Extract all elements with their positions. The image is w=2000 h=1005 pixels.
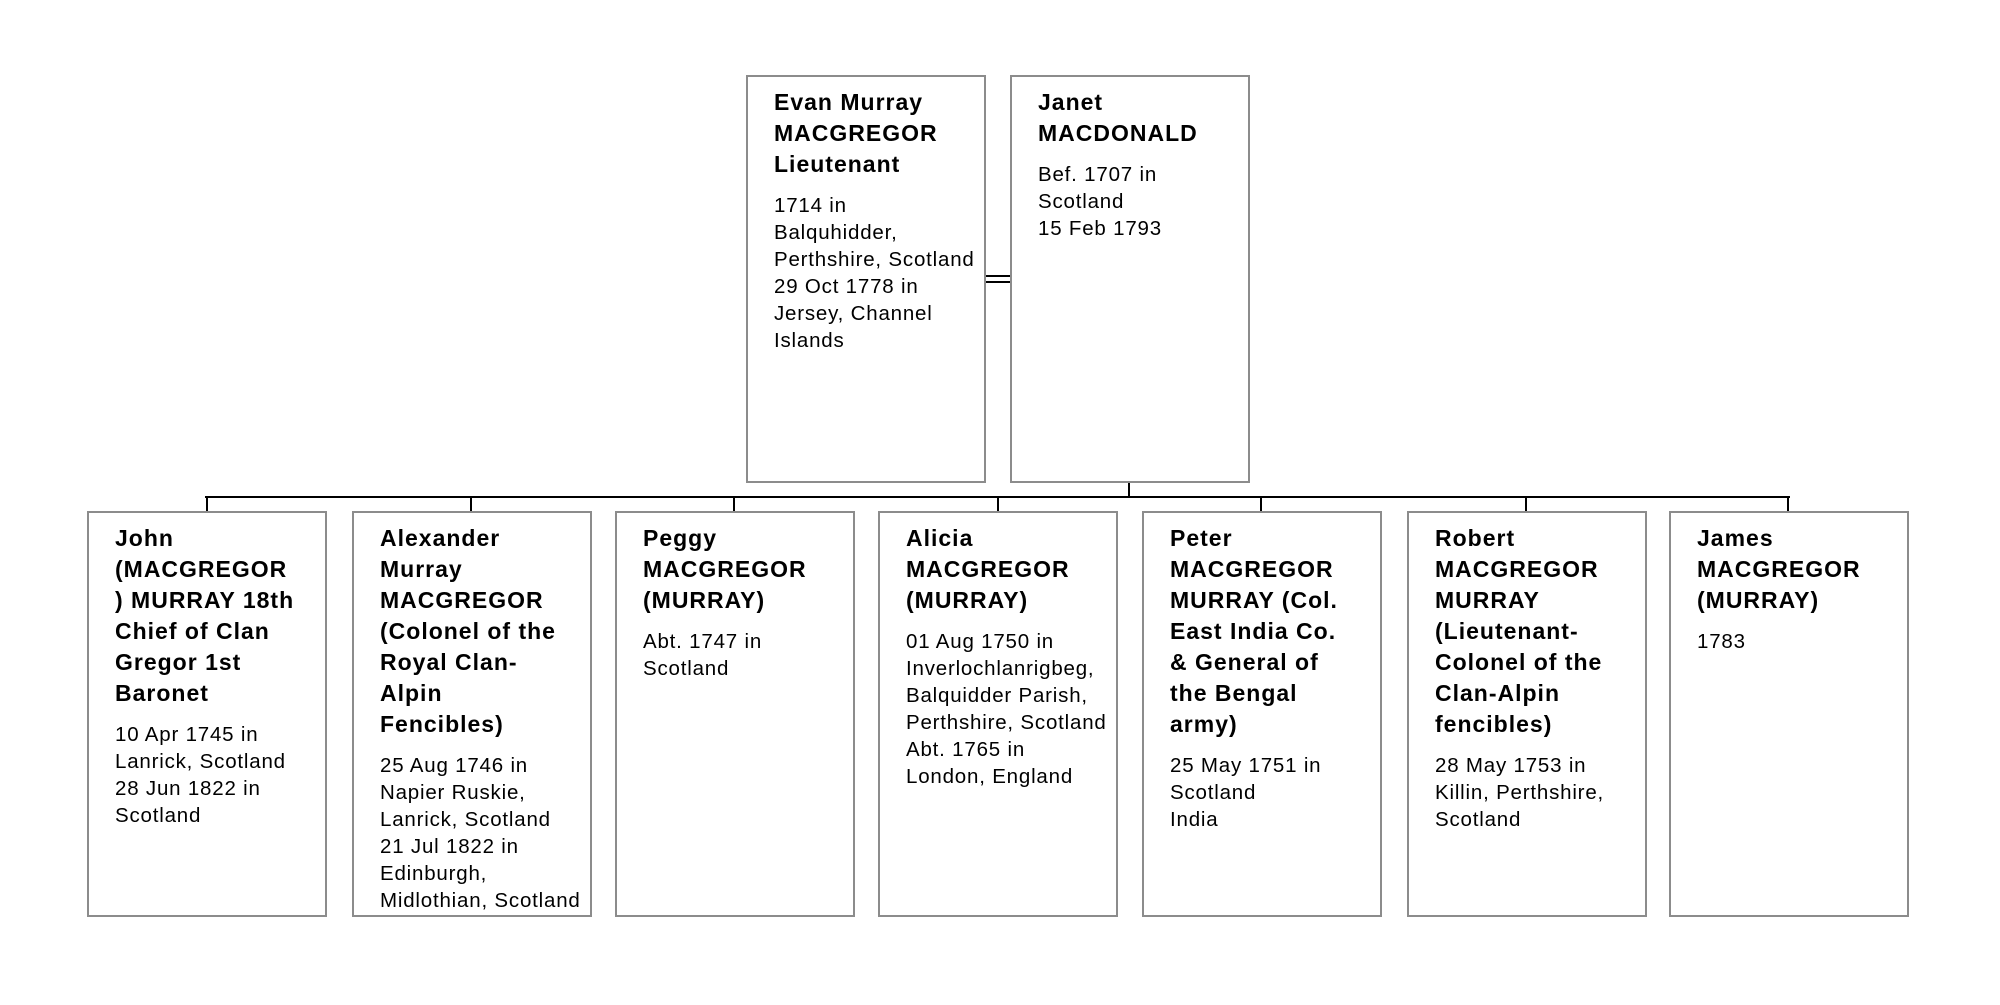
person-box-child-1[interactable] (352, 511, 592, 917)
person-name-line: fencibles) (1435, 711, 1553, 737)
person-detail-line: Scotland (1435, 808, 1522, 831)
person-detail-line: Edinburgh, (380, 862, 488, 885)
person-detail-line: 10 Apr 1745 in (115, 723, 259, 746)
person-box-child-2[interactable] (615, 511, 855, 917)
person-detail-line: 1714 in (774, 194, 847, 217)
person-box-parent-0[interactable] (746, 75, 986, 483)
person-name-line: Alexander (380, 525, 501, 551)
person-detail-line: 25 Aug 1746 in (380, 754, 528, 777)
person-detail-line: Scotland (1170, 781, 1257, 804)
person-detail-line: India (1170, 808, 1219, 831)
person-detail-line: London, England (906, 765, 1074, 788)
person-detail-line: Lanrick, Scotland (380, 808, 551, 831)
person-name (1671, 523, 1907, 616)
person-name (89, 523, 325, 709)
person-detail-line: Abt. 1765 in (906, 738, 1026, 761)
person-name-line: the Bengal (1170, 680, 1298, 706)
child-stub-line-0 (206, 496, 208, 511)
person-box-child-4[interactable] (1142, 511, 1382, 917)
person-name-line: MACGREGOR (380, 587, 544, 613)
person-detail-line: Inverlochlanrigbeg, (906, 657, 1095, 680)
person-detail-line: 01 Aug 1750 in (906, 630, 1054, 653)
person-name (617, 523, 853, 616)
person-detail-line: Killin, Perthshire, (1435, 781, 1605, 804)
person-name (354, 523, 590, 740)
person-name-line: Alicia (906, 525, 974, 551)
person-name-line: Peggy (643, 525, 718, 551)
person-name-line: Peter (1170, 525, 1233, 551)
person-detail-line: Scotland (1038, 190, 1125, 213)
person-name-line: Janet (1038, 89, 1104, 115)
person-name-line: (MACGREGOR (115, 556, 288, 582)
person-detail-line: Scotland (115, 804, 202, 827)
person-detail-line: Lanrick, Scotland (115, 750, 286, 773)
person-details (880, 628, 1116, 790)
marriage-connector-line-top (985, 275, 1010, 277)
person-detail-line: Islands (774, 329, 845, 352)
person-details (748, 192, 984, 354)
child-stub-line-3 (997, 496, 999, 511)
person-box-child-3[interactable] (878, 511, 1118, 917)
person-name-line: army) (1170, 711, 1238, 737)
person-name-line: MACGREGOR (774, 120, 938, 146)
person-detail-line: Balquhidder, (774, 221, 898, 244)
person-name-line: (MURRAY) (643, 587, 766, 613)
person-name-line: James (1697, 525, 1774, 551)
person-name-line: & General of (1170, 649, 1319, 675)
person-name-line: Robert (1435, 525, 1516, 551)
person-name-line: MACGREGOR (643, 556, 807, 582)
person-detail-line: Perthshire, Scotland (906, 711, 1107, 734)
person-name (1409, 523, 1645, 740)
person-name-line: MURRAY (1435, 587, 1540, 613)
person-name-line: Chief of Clan (115, 618, 270, 644)
person-detail-line: 28 Jun 1822 in (115, 777, 261, 800)
marriage-connector-line-bottom (985, 281, 1010, 283)
person-name-line: MACGREGOR (1435, 556, 1599, 582)
person-detail-line: Abt. 1747 in (643, 630, 763, 653)
person-name-line: MACGREGOR (906, 556, 1070, 582)
person-name-line: Lieutenant (774, 151, 901, 177)
person-details (1671, 628, 1907, 655)
person-detail-line: 1783 (1697, 630, 1746, 653)
person-detail-line: Napier Ruskie, (380, 781, 526, 804)
child-stub-line-4 (1260, 496, 1262, 511)
child-stub-line-5 (1525, 496, 1527, 511)
person-name-line: (MURRAY) (1697, 587, 1820, 613)
person-detail-line: Jersey, Channel (774, 302, 933, 325)
person-name-line: Royal Clan- (380, 649, 518, 675)
person-name-line: Colonel of the (1435, 649, 1603, 675)
person-name-line: Alpin (380, 680, 443, 706)
person-details (89, 721, 325, 829)
person-name-line: Fencibles) (380, 711, 504, 737)
person-detail-line: Scotland (643, 657, 730, 680)
person-name-line: (MURRAY) (906, 587, 1029, 613)
child-stub-line-2 (733, 496, 735, 511)
person-details (354, 752, 590, 914)
person-box-child-0[interactable] (87, 511, 327, 917)
person-name-line: John (115, 525, 174, 551)
person-detail-line: 25 May 1751 in (1170, 754, 1322, 777)
person-name-line: Murray (380, 556, 463, 582)
person-name-line: Baronet (115, 680, 209, 706)
person-name-line: Evan Murray (774, 89, 924, 115)
person-name-line: Gregor 1st (115, 649, 242, 675)
person-name (1144, 523, 1380, 740)
person-name-line: Clan-Alpin (1435, 680, 1560, 706)
person-detail-line: Perthshire, Scotland (774, 248, 975, 271)
person-detail-line: 29 Oct 1778 in (774, 275, 919, 298)
person-name (748, 87, 984, 180)
person-detail-line: Midlothian, Scotland (380, 889, 581, 912)
person-details (1012, 161, 1248, 242)
person-name-line: MURRAY (Col. (1170, 587, 1338, 613)
person-detail-line: 15 Feb 1793 (1038, 217, 1162, 240)
person-name (1012, 87, 1248, 149)
person-detail-line: 21 Jul 1822 in (380, 835, 519, 858)
person-detail-line: 28 May 1753 in (1435, 754, 1587, 777)
person-name-line: (Lieutenant- (1435, 618, 1579, 644)
person-details (617, 628, 853, 682)
person-name-line: East India Co. (1170, 618, 1337, 644)
person-details (1144, 752, 1380, 833)
person-name-line: ) MURRAY 18th (115, 587, 295, 613)
person-detail-line: Balquidder Parish, (906, 684, 1088, 707)
person-box-child-6[interactable] (1669, 511, 1909, 917)
person-detail-line: Bef. 1707 in (1038, 163, 1158, 186)
person-name-line: MACDONALD (1038, 120, 1198, 146)
person-name-line: MACGREGOR (1697, 556, 1861, 582)
person-name (880, 523, 1116, 616)
person-name-line: MACGREGOR (1170, 556, 1334, 582)
person-box-parent-1[interactable] (1010, 75, 1250, 483)
child-stub-line-1 (470, 496, 472, 511)
person-box-child-5[interactable] (1407, 511, 1647, 917)
person-details (1409, 752, 1645, 833)
child-stub-line-6 (1787, 496, 1789, 511)
person-name-line: (Colonel of the (380, 618, 556, 644)
